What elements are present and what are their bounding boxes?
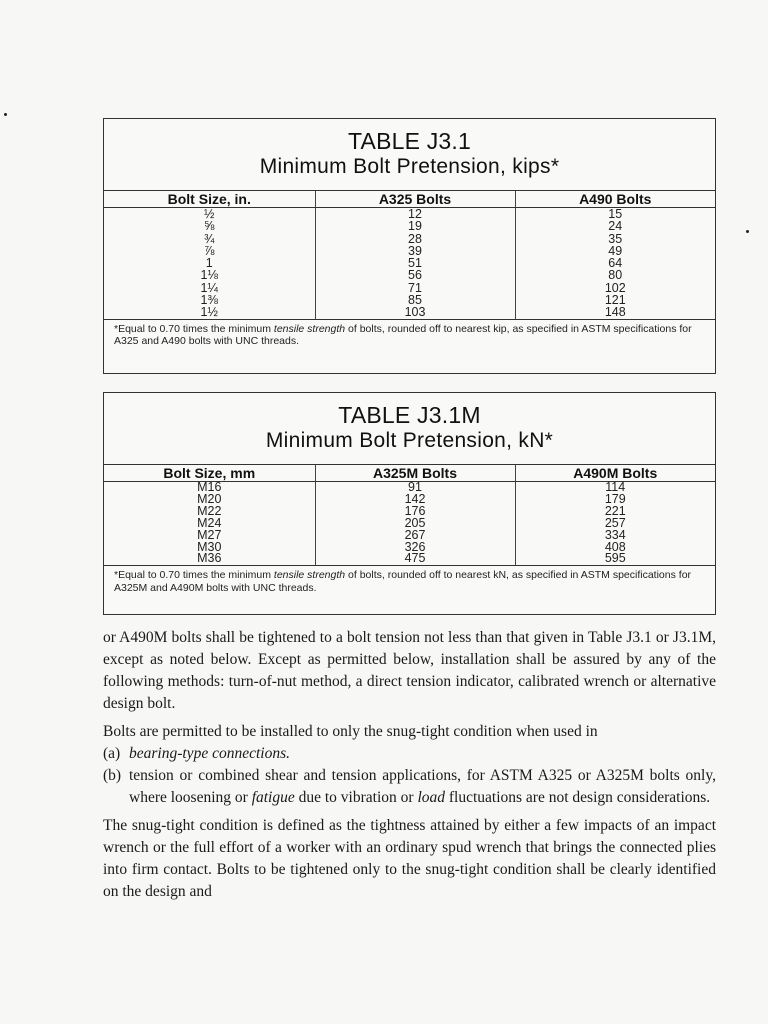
column-header-bolt-size: Bolt Size, in. [104,191,315,208]
paragraph: Bolts are permitted to be installed to only the snug-tight condition when used in [103,723,598,740]
list-item-text-part: due to vibration or [294,789,418,806]
table-cell: 205 [315,518,515,530]
list-marker: (a) [103,745,121,762]
list-item-a [103,743,716,765]
table-cell: 114 [515,482,715,494]
table-row [104,306,715,318]
table-cell: 56 [315,269,515,281]
table-cell: M27 [197,527,222,542]
table-cell: 326 [315,542,515,554]
table-cell: 15 [515,208,715,221]
list-item-text-part: fluctuations are not design considerations. [445,789,711,806]
table-cell: 1⅛ [200,268,218,283]
table-cell: 71 [315,282,515,294]
table-cell: ½ [204,207,215,221]
table-cell: ¾ [204,231,215,246]
scan-speck [4,113,7,116]
table-cell: M36 [197,551,222,566]
table-cell: 102 [515,282,715,294]
table-footnote [104,565,715,596]
paragraph: or A490M bolts shall be tightened to a bolt tension not less than that given in Table J3.1 or J3.1M, except as noted below. Except as permitted below, installation shall be assured by any of the following methods: turn-of-nut method, a direct tension indicator, calibrated wrench or alternative design bolt. [103,629,716,712]
table-header [104,393,715,465]
footnote-text: of bolts, rounded off to nearest kip, as specified in ASTM specifications for A325 and A490 bolts with UNC threads. [114,322,692,348]
table-cell: 35 [515,233,715,245]
table-cell: M24 [197,515,222,530]
table-cell: 28 [315,233,515,245]
table-cell: 49 [515,245,715,257]
list-item-emphasis: fatigue [251,789,295,806]
table-cell: 1⅜ [200,293,218,308]
list-item-b [103,765,716,809]
table-cell: 39 [315,245,515,257]
table-cell: M20 [197,491,222,506]
column-header-row [104,191,715,208]
table-j3-1m [103,392,716,615]
table-header [104,119,715,191]
table-cell: 267 [315,530,515,542]
table-cell: ⅝ [204,219,215,234]
table-title: TABLE J3.1 [347,128,472,154]
footnote-emphasis: tensile strength [273,569,346,582]
column-header-a325m: A325M Bolts [315,465,515,482]
table-cell: 221 [515,506,715,518]
list-item-text [129,765,716,809]
column-header-a490m: A490M Bolts [515,465,715,482]
table-cell: 142 [315,494,515,506]
bolt-pretension-table-kips [104,191,715,319]
list-item-text [129,743,716,765]
column-header-a490: A490 Bolts [515,191,715,208]
footnote-text: *Equal to 0.70 times the minimum [114,569,274,582]
table-cell: 176 [315,506,515,518]
footnote-emphasis: tensile strength [273,322,346,335]
table-cell: 19 [315,220,515,232]
table-subtitle: Minimum Bolt Pretension, kN* [265,429,554,452]
table-cell: M16 [197,480,222,494]
table-cell: 121 [515,294,715,306]
bolt-pretension-table-kn [104,465,715,565]
table-cell: 179 [515,494,715,506]
table-cell: M30 [197,539,222,554]
list-item-emphasis: load [417,789,445,806]
table-footnote [104,319,715,350]
table-cell: 475 [315,553,515,565]
table-cell: 1 [205,256,213,271]
column-header-a325: A325 Bolts [315,191,515,208]
table-cell: ⅞ [204,243,215,258]
list-item-emphasis: bearing-type connections. [129,745,290,762]
body-text [103,627,716,909]
table-row [104,269,715,281]
paragraph: The snug-tight condition is defined as the tightness attained by either a few impacts of an impact wrench or the full effort of a worker with an ordinary spud wrench that brings the connected plies into firm contact. Bolts to be tightened only to the snug-tight condition shall be clearly identified on the design and [103,817,716,900]
table-cell: 408 [515,542,715,554]
table-cell: 64 [515,257,715,269]
table-cell: 1¼ [200,280,218,295]
scan-speck [746,230,749,233]
list-item-text-part: tension or combined shear and tension applications, for ASTM A325 or A325M bolts only, where loosening or [129,767,716,806]
table-subtitle: Minimum Bolt Pretension, kips* [259,155,560,178]
table-cell: 1½ [200,305,218,320]
column-header-bolt-size: Bolt Size, mm [104,465,315,482]
footnote-text: *Equal to 0.70 times the minimum [114,322,274,335]
table-cell: 12 [315,208,515,221]
table-cell: 51 [315,257,515,269]
table-j3-1 [103,118,716,374]
table-row [104,220,715,232]
table-cell: M22 [197,503,222,518]
table-cell: 595 [515,553,715,565]
table-cell: 103 [315,306,515,318]
table-cell: 85 [315,294,515,306]
table-title: TABLE J3.1M [338,402,481,428]
table-cell: 334 [515,530,715,542]
table-cell: 148 [515,306,715,318]
table-cell: 24 [515,220,715,232]
table-cell: 91 [315,482,515,494]
table-cell: 257 [515,518,715,530]
table-row [104,553,715,565]
footnote-text: of bolts, rounded off to nearest kN, as specified in ASTM specifications for A325M and A490M bolts with UNC threads. [114,569,692,594]
list-marker: (b) [103,767,122,784]
table-cell: 80 [515,269,715,281]
